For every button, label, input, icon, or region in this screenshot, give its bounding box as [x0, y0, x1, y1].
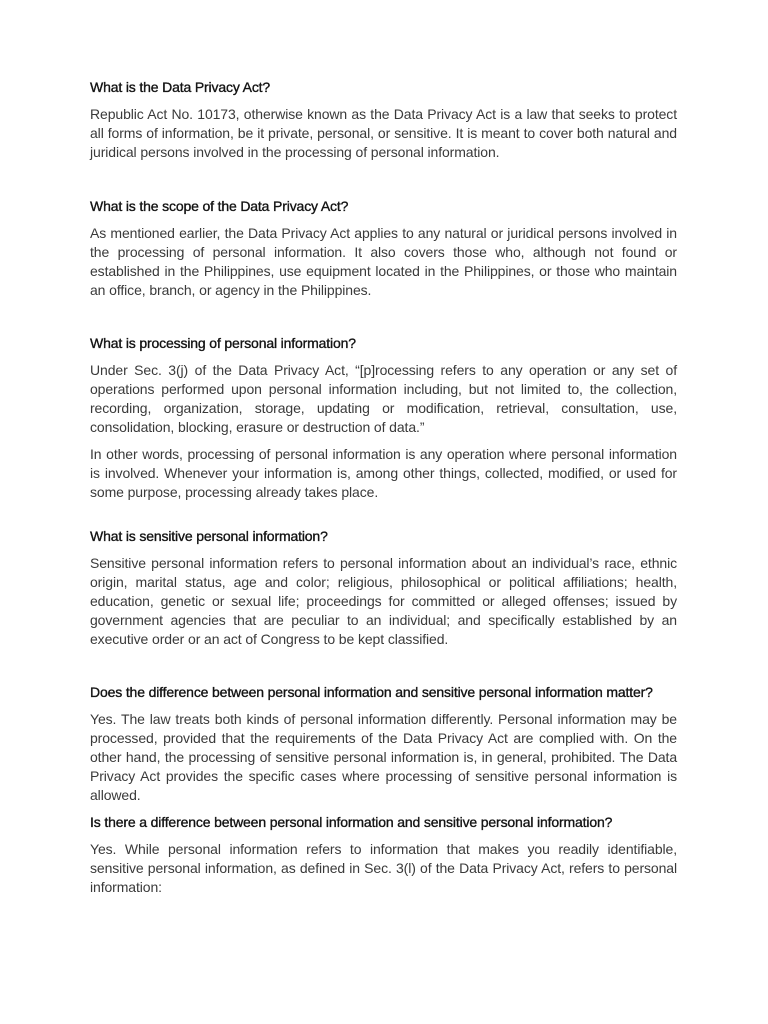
section-paragraph: As mentioned earlier, the Data Privacy Act applies to any natural or juridical persons involved in the processing of personal information. It also covers those who, although not found or established in the Philippines, use equipment located in the Philippines, or those who maintain an office, branch, or agency in the Philippines. [90, 225, 677, 298]
section-heading: Is there a difference between personal information and sensitive personal information? [90, 814, 613, 830]
section-what-is-dpa [90, 78, 677, 162]
section-heading: Does the difference between personal information and sensitive personal information matter? [90, 684, 653, 700]
section-paragraph: Yes. While personal information refers to information that makes you readily identifiable, sensitive personal information, as defined in Sec. 3(l) of the Data Privacy Act, refers to personal information: [90, 841, 677, 895]
section-difference-matters [90, 683, 677, 805]
section-sensitive-info [90, 527, 677, 649]
section-paragraph: Republic Act No. 10173, otherwise known as the Data Privacy Act is a law that seeks to protect all forms of information, be it private, personal, or sensitive. It is meant to cover both natural and juridical persons involved in the processing of personal information. [90, 106, 677, 160]
section-paragraph: Sensitive personal information refers to personal information about an individual’s race, ethnic origin, marital status, age and color; religious, philosophical or political affiliations; health, education, genetic or sexual life; proceedings for committed or alleged offenses; issued by government agencies that are peculiar to an individual; and specifically established by an executive order or an act of Congress to be kept classified. [90, 555, 677, 647]
section-paragraph: Under Sec. 3(j) of the Data Privacy Act, “[p]rocessing refers to any operation or any set of operations performed upon personal information including, but not limited to, the collection, recording, organization, storage, updating or modification, retrieval, consultation, use, consolidation, blocking, erasure or destruction of data.” [90, 362, 677, 435]
section-is-there-difference [90, 813, 677, 897]
section-heading: What is processing of personal information? [90, 335, 356, 351]
section-heading: What is sensitive personal information? [90, 528, 328, 544]
section-scope [90, 197, 677, 300]
section-paragraph: Yes. The law treats both kinds of personal information differently. Personal information may be processed, provided that the requirements of the Data Privacy Act are complied with. On the other hand, the processing of sensitive personal information is, in general, prohibited. The Data Privacy Act provides the specific cases where processing of sensitive personal information is allowed. [90, 711, 677, 803]
section-paragraph: In other words, processing of personal information is any operation where personal information is involved. Whenever your information is, among other things, collected, modified, or used for some purpose, processing already takes place. [90, 446, 677, 500]
section-heading: What is the Data Privacy Act? [90, 79, 271, 95]
section-heading: What is the scope of the Data Privacy Act? [90, 198, 349, 214]
section-processing [90, 334, 677, 502]
